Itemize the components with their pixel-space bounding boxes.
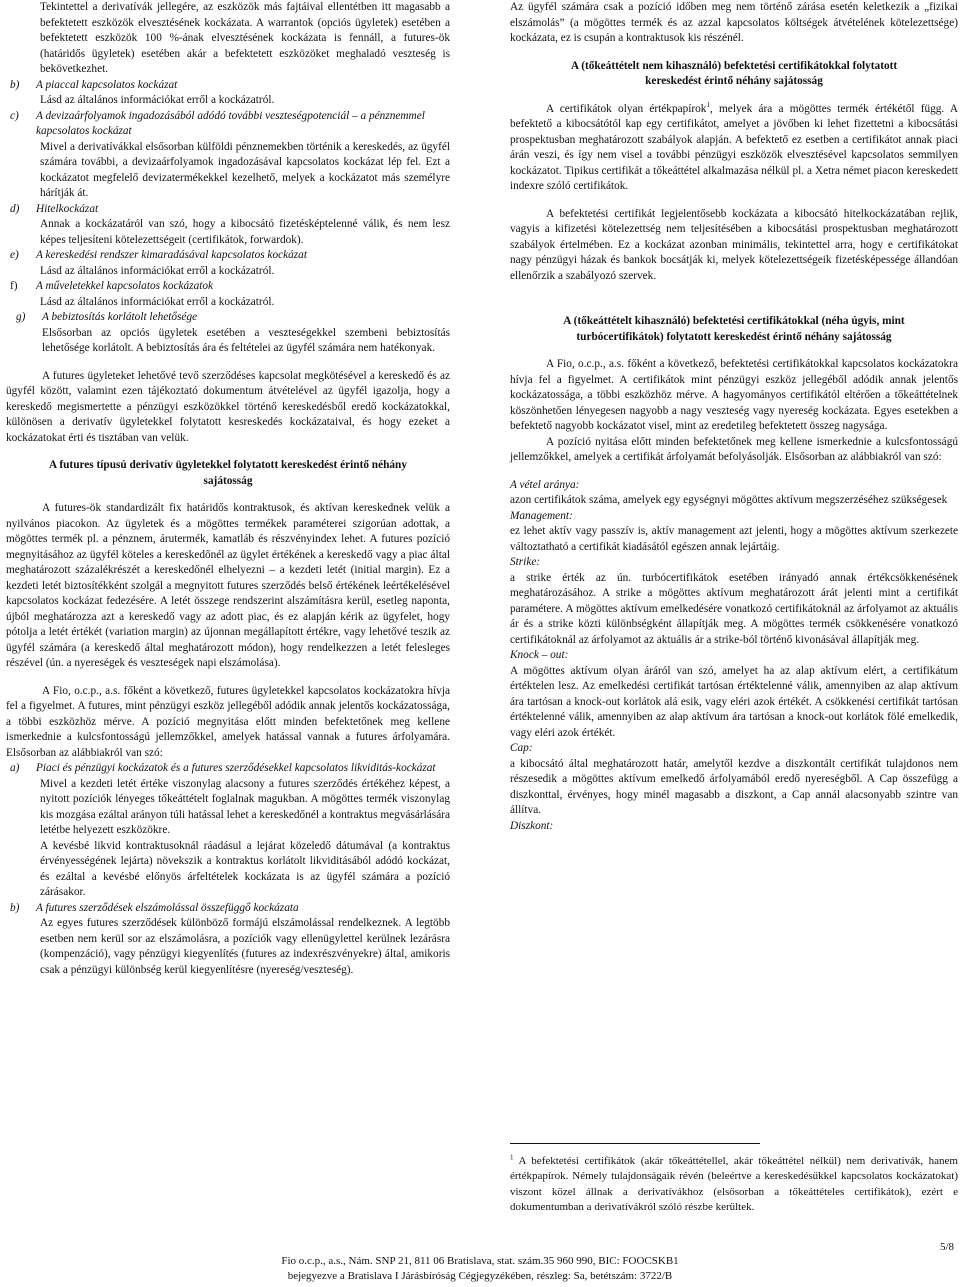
item-title: A bebiztosítás korlátolt lehetősége bbox=[42, 311, 198, 323]
item-label: b) bbox=[10, 901, 20, 914]
footnote-number: 1 bbox=[510, 1153, 514, 1162]
item-title: Hitelkockázat bbox=[36, 202, 99, 215]
item-body: Mivel a kezdeti letét értéke viszonylag alacsony a futures szerződés értékéhez képest, a nyitott pozíciók lényeges tőkeáttételt foglalnak magukban. A mögöttes termék viszonylag kis mozgása ezáltal arányon túli hatással lehet a kereskedőnél a kontraktus megvásárlására letétbe helyezett eszközökre. bbox=[40, 777, 450, 836]
turbo-fio-paragraph: A Fio, o.c.p., a.s. főként a következő, befektetési certifikátokkal kapcsolatos kockázatokra hívja fel a figyelmet. A certifikátok mint pénzügyi eszköz jellegéből adódik annak jelentős kockázatossága, a többi eszközhöz mérve. A hagyományos certifikától eltérően a tőkeáttételnek köszönhetően lényegesen nagyobb a nagy veszteség vagy nyereség kockázata. Egyes esetekben a befektető nagyobb kockázatot visel, mint az eredetileg befektetett összeg nagysága. bbox=[510, 358, 958, 432]
risk-item-d bbox=[6, 202, 450, 218]
certificates-paragraph bbox=[510, 102, 958, 195]
definition-text: ez lehet aktív vagy passzív is, aktív management azt jelenti, hogy a mögöttes aktívum szerkezete változtatható a certifikát kiadásától egészen annak lejártáig. bbox=[510, 525, 958, 553]
definition-term: Diszkont: bbox=[510, 819, 554, 832]
definition-text: azon certifikátok száma, amelyek egy egységnyi mögöttes aktívum megszerzéséhez szükségesek bbox=[510, 494, 948, 506]
item-title: A futures szerződések elszámolással összefüggő kockázata bbox=[36, 901, 299, 914]
item-body: Annak a kockázatáról van szó, hogy a kibocsátó fizetésképtelenné válik, és nem lesz képes teljesíteni kötelezettségeit (certifikátok, forwardok). bbox=[40, 218, 450, 246]
item-label: b) bbox=[10, 78, 20, 91]
item-label: e) bbox=[10, 249, 19, 261]
futures-confirmation-paragraph: A futures ügyleteket lehetővé tevő szerződéses kapcsolat megkötésével a kereskedő és az ügyfél között, valamint ezen tájékoztató dokumentum átvételével az ügyfél igazolja, hogy a kereskedő megismertette a pénzügyi eszközökkel történő kereskedésből eredő kockázatokkal, különösen a derivatív ügyletekkel folytatott kesreskedés kockázataival, és hogy ezeket a kockázatokat érti és tisztában van velük. bbox=[6, 369, 450, 444]
item-label: d) bbox=[10, 202, 20, 215]
risk-item-c bbox=[6, 109, 450, 140]
item-body: Lásd az általános információkat erről a kockázatról. bbox=[40, 94, 275, 106]
right-column bbox=[510, 0, 959, 1213]
left-column bbox=[6, 0, 450, 978]
definition-term: Strike: bbox=[510, 556, 541, 568]
footer-company-line: Fio o.c.p., a.s., Nám. SNP 21, 811 06 Bratislava, stat. szám.35 960 990, BIC: FOOCSKB1 bbox=[281, 1255, 679, 1267]
item-body: Lásd az általános információkat erről a kockázatról. bbox=[40, 264, 275, 277]
risk-item-e bbox=[6, 248, 450, 264]
footer-registration-line: bejegyezve a Bratislava I Járásbíróság Cégjegyzékében, részleg: Sa, betétszám: 3722/B bbox=[287, 1270, 673, 1282]
definition-text: a strike érték az ún. turbócertifikátok esetében irányadó annak értékcsökkenésének meghatározásához. A strike a mögöttes aktívum meghatározott árát jelenti mint a certifikát paramétere. A mögöttes aktívum emelkedésére vonatkozó certifikátoknál az árfolyamot az aktuális ár és a strike közti különbségként állapítják meg. A mögöttes termék csökkenésére vonatkozó certifikátoknál az árfolyamot az aktuális ár a strike-ból történő kivonásával állapítják meg. bbox=[510, 571, 958, 646]
footnote-divider bbox=[510, 1143, 760, 1144]
item-body: Lásd az általános információkat erről a kockázatról. bbox=[40, 295, 275, 308]
item-title: Piaci és pénzügyi kockázatok és a futures szerződésekkel kapcsolatos likviditás-kockázat bbox=[36, 762, 436, 774]
certificate-risk-paragraph: A befektetési certifikát legjelentősebb kockázata a kibocsátó hitelkockázatában rejlik, vagyis a kifizetési kötelezettség nem teljesítésében a kibocsátási prospektusban meghatározott szabályok értelmében. Ez a kockázat azonban minimális, tekintettel arra, hogy e certifikátokat nagy pénzügyi házak és bankok bocsátják ki, melyek kötelezettségeik fizetésképessége állandóan ellenőrzik a szabályozó szervek. bbox=[510, 207, 958, 282]
item-title: A kereskedési rendszer kimaradásával kapcsolatos kockázat bbox=[36, 249, 307, 261]
item-title: A piaccal kapcsolatos kockázat bbox=[36, 78, 178, 91]
footnote-ref: 1 bbox=[706, 100, 710, 109]
footnote-block bbox=[510, 1143, 958, 1215]
futures-standard-paragraph: A futures-ök standardizált fix határidős kontraktusok, és aktívan kereskednek velük a nyilvános piacokon. Az ügyletek és a mögöttes termékek paraméterei szigorúan adottak, a mögöttes termék pl. a pénznem, árutermék, kamatláb és részvényindex lehet. A futures pozíció megnyitásához az ügyfél köteles a kereskedőnél az ügylet értékének a kereskedő vagy a piac által meghatározott százalékrészét a kereskedőnél elhelyezni – a kezdeti letét (initial margin). Ez a kezdeti letét biztosítékként szolgál a megnyitott futures szerződés belső értékének leértékelésével kapcsolatos kockázat fedezésére. A letét összege rendszerint alszámításra kerül, esetleg naponta, újból meghatározza azt a kereskedő vagy az adott piac, és ez alapján kérik az ügyfelet, hogy pótolja a letét értékét (variation margin) az újonnan megállapított értékre, vagy lehetővé teszik az ügyfél számára (a kereskedő által meghatározott módon), hogy rendelkezzen a letét felesleges részével (ún. a nyereségek és veszteségek napi elszámolása). bbox=[6, 502, 450, 669]
futures-risk-item-b bbox=[6, 901, 450, 917]
futures-section-heading: A futures típusú derivatív ügyletekkel folytatott kereskedést érintő néhány sajátosság bbox=[49, 459, 407, 487]
definition-term: Cap: bbox=[510, 742, 533, 754]
item-label: f) bbox=[10, 280, 18, 292]
certificates-text-a: A certifikátok olyan értékpapírok bbox=[546, 102, 707, 115]
futures-risk-item-a bbox=[6, 761, 450, 777]
item-body: Mivel a derivatívákkal elsősorban külföldi pénznemekben történik a kereskedés, az ügyfél számára további, a devizaárfolyamok ingadozásával kapcsolatos kockázat lép fel. Ezt a kockázatot megfelelő devizatermékekkel kezelhető, melyek a kockázatot más személyre hárítják át. bbox=[40, 140, 450, 199]
item-title: A devizaárfolyamok ingadozásából adódó további veszteségpotenciál – a pénznemmel kapcsolatos kockázat bbox=[36, 109, 425, 137]
turbo-certificates-heading: A (tőkeáttételt kihasználó) befektetési certifikátokkal (néha úgyis, mint turbócertifikátok) folytatott kereskedést érintő néhány sajátosság bbox=[563, 315, 905, 343]
item-body: Az egyes futures szerződések különböző formájú elszámolással rendelkeznek. A legtöbb esetben nem kerül sor az elszámolásra, a pozíciók vagy ellenügylettel kerülnek lezárásra (kompenzáció), vagy pénzügyi kiegyenlítés (futures az indexrészvényekre) által, amikoris csak a pénzügyi különbség kerül kiegyenlítésre (nyereség/veszteség). bbox=[40, 917, 450, 976]
certificates-heading: A (tőkeáttételt nem kihasználó) befektetési certifikátokkal folytatott kereskedést érintő néhány sajátosság bbox=[570, 59, 898, 87]
definition-term: Management: bbox=[510, 509, 573, 522]
definition-term: A vétel aránya: bbox=[510, 478, 580, 491]
position-paragraph: A pozíció nyitása előtt minden befektetőnek meg kellene ismerkednie a kulcsfontosságú jellemzőkkel, amelyek a certifikát árfolyamát befolyásolják. Elsősorban az alábbiakról van szó: bbox=[510, 435, 958, 463]
certificates-text-b: , melyek ára a mögöttes termék értékétől függ. A befektető a kibocsátótól kap egy certifikátot, amelyet a jövőben ki lehet fizettetni a kibocsátási prospektusban meghatározott szabályok alapján. A befektető ez esetben a certifikátot annak piaci árán veszi, és így nem visel a további pénzügyi eszközök elvesztésével kapcsolatos semmilyen kockázatot. Tipikus certifikát a tőkeáttétel alkalmazása nélkül pl. a Xetra német piacon kereskedett indexre szóló certifikátok. bbox=[510, 102, 959, 192]
page-number: 5/8 bbox=[939, 1241, 954, 1253]
risk-item-g bbox=[6, 310, 450, 326]
physical-settlement-paragraph: Az ügyfél számára csak a pozíció időben meg nem történő zárása esetén keletkezik a „fizikai elszámolás” (a mögöttes termék és az azzal kapcsolatos költségek átvételének kötelezettsége) kockázata, ez is csupán a kontraktusok kis részénél. bbox=[510, 1, 958, 44]
item-body: Elsősorban az opciós ügyletek esetében a veszteségekkel szembeni bebiztosítás lehetősége korlátolt. A bebiztosítás ára és feltételei az ügyfél számára nem hatékonyak. bbox=[42, 326, 450, 354]
item-label: g) bbox=[16, 311, 26, 323]
risk-item-f bbox=[6, 279, 450, 295]
item-title: A műveletekkel kapcsolatos kockázatok bbox=[36, 280, 214, 292]
futures-fio-paragraph: A Fio, o.c.p., a.s. főként a következő, futures ügyletekkel kapcsolatos kockázatokra hívja fel a figyelmet. A futures, mint pénzügyi eszköz jellegéből adódik annak jelentős kockázatossága, a többi eszközhöz mérve. A pozíció megnyitása előtt minden befektetőnek meg kellene ismerkednie a kulcsfontosságú jellemzőkkel, amelyek hatással vannak a futures árfolyamára. Elsősorban az alábbiakról van szó: bbox=[6, 684, 450, 759]
item-label: a) bbox=[10, 762, 20, 774]
footnote-text bbox=[510, 1154, 958, 1215]
footnote-body: A befektetési certifikátok (akár tőkeáttétellel, akár tőkeáttétel nélkül) nem derivatívák, hanem értékpapírok. Némely tulajdonságaik révén (beleértve a kereskedésükkel kapcsolatos kockázatokat) viszont közel állnak a derivatívákhoz (elsősorban a tőkeáttételes certifikátok), ezért e dokumentumban a derivatívákról szóló részbe kerültek. bbox=[510, 1155, 958, 1213]
risk-item-b bbox=[6, 78, 450, 94]
item-label: c) bbox=[10, 109, 19, 122]
definition-text: A mögöttes aktívum olyan áráról van szó, amelyet ha az alap aktívum elért, a certifikátum értéktelen lesz. Az emelkedési certifikát tartósan értéktelenné válik, amennyiben az alap aktívum ára tartósan a knock-out korlátok alá esik, vagy eléri azok értékét. A csökkenési certifikát tartósan értéktelenné válik, amennyiben az alap aktívum ára tartósan a knock-out korlátok fölé emelkedik, vagy eléri azok értékét. bbox=[510, 664, 958, 739]
item-body-2: A kevésbé likvid kontraktusoknál ráadásul a lejárat közeledő dátumával (a kontraktus érvényességének lejárta) növekszik a kontraktus korlátolt likviditásából adódó kockázat, és ezáltal a kevésbé előnyös árfeltételek kockázata is az ügyfél számára a pozíció zárásakor. bbox=[40, 839, 450, 898]
intro-paragraph: Tekintettel a derivatívák jellegére, az eszközök más fajtáival ellentétben itt magasabb a befektetett eszközök elvesztésének kockázata. A warrantok (opciós ügyletek) esetében a befektetett eszközök 100 %-ának elvesztésének kockázata is fennáll, a futures-ök (határidős ügyletek) esetében akár a befektetett eszközöket meghaladó veszteség is bekövetkezhet. bbox=[40, 1, 450, 75]
definition-term: Knock – out: bbox=[510, 649, 569, 661]
definition-text: a kibocsátó által meghatározott határ, amelytől kezdve a diszkontált certifikát tulajdonos nem részesedik a mögöttes aktívum emelkedő árfolyamából eredő nyereségből. A Cap összefügg a diszkonttal, érvényes, hogy minél magasabb a diszkont, a Cap annál alacsonyabb szintre van állítva. bbox=[510, 757, 958, 816]
